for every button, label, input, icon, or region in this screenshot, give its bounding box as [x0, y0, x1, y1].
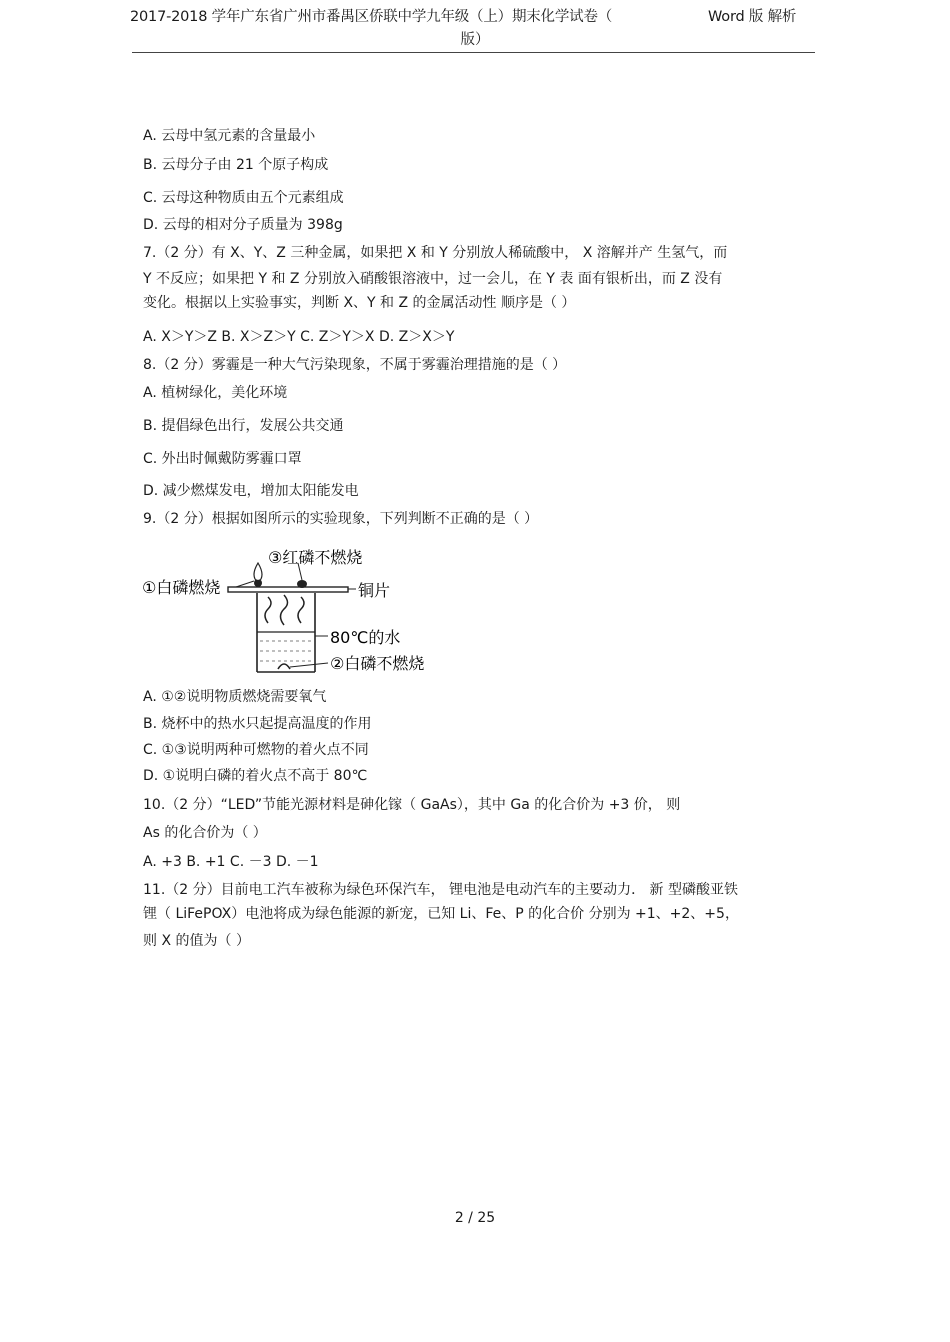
text-line: D. 云母的相对分子质量为 398g	[143, 217, 343, 233]
text-line: A. ①②说明物质燃烧需要氧气	[143, 689, 327, 705]
steam-icon	[265, 595, 304, 625]
text-line: 则 X 的值为（ ）	[143, 933, 250, 949]
text-line: D. ①说明白磷的着火点不高于 80℃	[143, 768, 368, 784]
text-line: A. +3 B. +1 C. －3 D. －1	[143, 854, 319, 870]
text-line: C. ①③说明两种可燃物的着火点不同	[143, 742, 369, 758]
text-line: 8.（2 分）雾霾是一种大气污染现象，不属于雾霾治理措施的是（ ）	[143, 357, 567, 373]
label-red-phosphorus: ③红磷不燃烧	[268, 548, 363, 567]
text-line: B. 云母分子由 21 个原子构成	[143, 157, 329, 173]
header-divider	[132, 52, 815, 53]
label-hot-water: 80℃的水	[330, 628, 401, 647]
text-line: B. 提倡绿色出行，发展公共交通	[143, 418, 344, 434]
water-hatch	[260, 641, 312, 661]
text-line: A. 云母中氢元素的含量最小	[143, 128, 316, 144]
text-line: 变化。根据以上实验事实，判断 X、Y 和 Z 的金属活动性 顺序是（ ）	[143, 295, 576, 311]
label-copper: 铜片	[358, 581, 391, 600]
text-line: As 的化合价为（ ）	[143, 825, 267, 841]
text-line: 10.（2 分）“LED”节能光源材料是砷化镓（ GaAs），其中 Ga 的化合价为 +3 价， 则	[143, 797, 681, 813]
label-underwater-phosphorus: ②白磷不燃烧	[330, 654, 425, 673]
text-line: A. 植树绿化，美化环境	[143, 385, 288, 401]
text-line: Y 不反应；如果把 Y 和 Z 分别放入硝酸银溶液中，过一会儿，在 Y 表 面有银析出，而 Z 没有	[143, 271, 723, 287]
text-line: 11.（2 分）目前电工汽车被称为绿色环保汽车， 锂电池是电动汽车的主要动力． 新 型磷酸亚铁	[143, 882, 738, 898]
text-line: B. 烧杯中的热水只起提高温度的作用	[143, 716, 372, 732]
label-white-phosphorus-burning: ①白磷燃烧	[142, 578, 221, 597]
combustion-experiment-diagram	[140, 545, 450, 680]
underwater-phosphorus-icon	[278, 664, 290, 669]
leader-lines	[236, 563, 356, 667]
text-line: C. 云母这种物质由五个元素组成	[143, 190, 344, 206]
text-line: 锂（ LiFePOX）电池将成为绿色能源的新宠，已知 Li、Fe、P 的化合价 分别为 +1、+2、+5，	[143, 906, 739, 922]
text-line: 7.（2 分）有 X、Y、Z 三种金属，如果把 X 和 Y 分别放人稀硫酸中， X 溶解并产 生氢气，而	[143, 245, 728, 261]
copper-plate	[228, 587, 348, 592]
text-line: A. X＞Y＞Z B. X＞Z＞Y C. Z＞Y＞X D. Z＞X＞Y	[143, 329, 455, 345]
header-title	[130, 5, 820, 26]
text-line: 9.（2 分）根据如图所示的实验现象，下列判断不正确的是（ ）	[143, 511, 539, 527]
header-title-left: 2017-2018 学年广东省广州市番禺区侨联中学九年级（上）期末化学试卷（	[130, 9, 613, 25]
red-phosphorus-icon	[297, 580, 307, 588]
page-number: 2 / 25	[454, 1210, 496, 1226]
flame-icon	[254, 563, 262, 587]
text-line: D. 减少燃煤发电，增加太阳能发电	[143, 483, 359, 499]
text-line: C. 外出时佩戴防雾霾口罩	[143, 451, 302, 467]
header-title-right: Word 版 解析	[708, 9, 797, 25]
header-title-continuation: 版）	[460, 32, 490, 48]
